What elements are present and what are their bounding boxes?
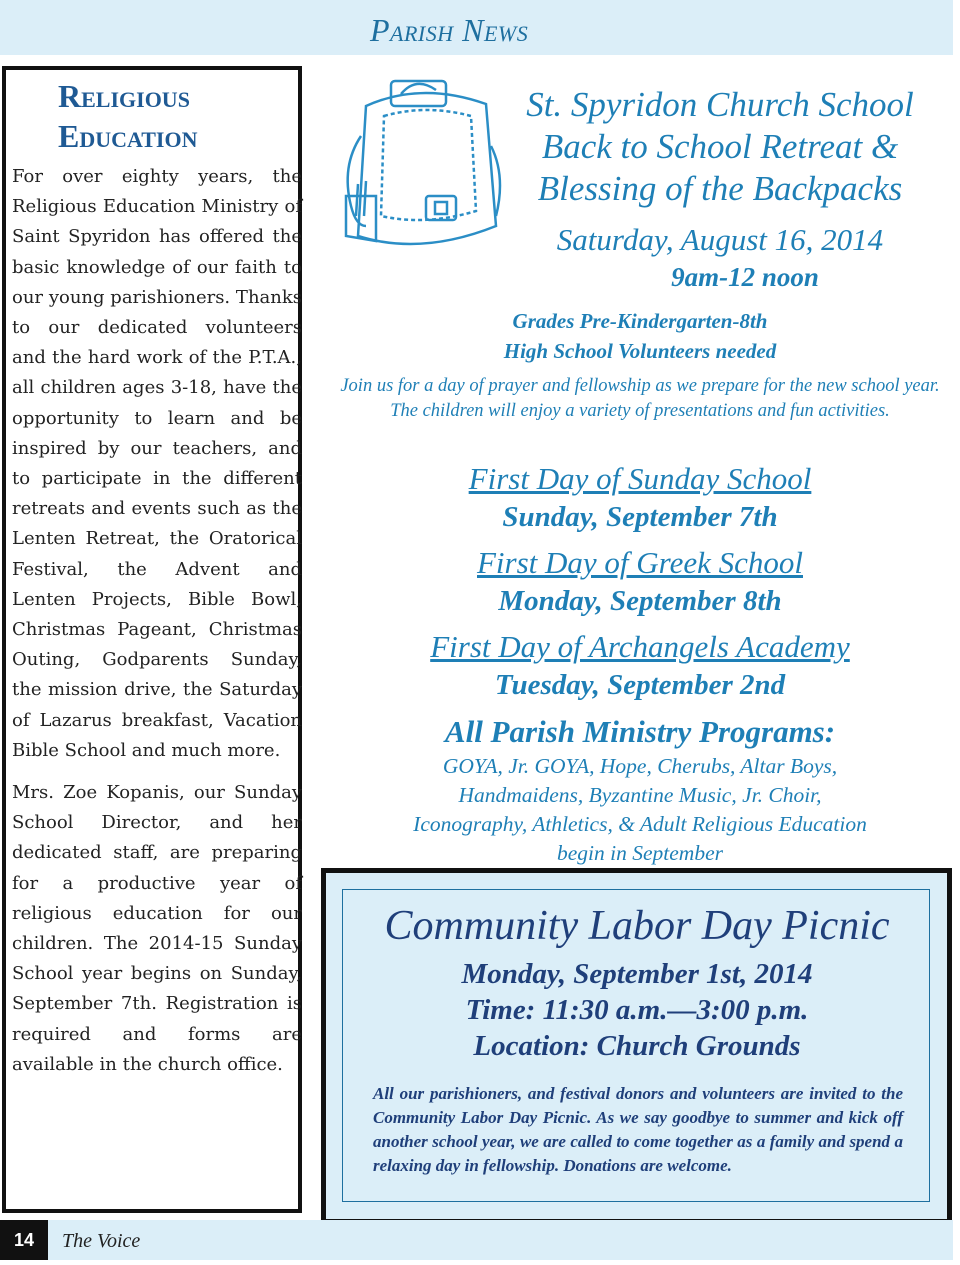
picnic-announcement [321, 868, 952, 1224]
publication-name: The Voice [62, 1230, 141, 1252]
first-day-title: First Day of Archangels Academy [430, 629, 850, 664]
picnic-inner-frame [342, 889, 930, 1202]
first-day-title: First Day of Greek School [477, 545, 803, 580]
retreat-description: Join us for a day of prayer and fellowship as we prepare for the new school year. The children will enjoy a variety of presentations and fun activities. [340, 376, 940, 421]
sidebar-title [58, 76, 278, 156]
ministry-list [330, 752, 950, 868]
ministry-line: begin in September [557, 841, 723, 865]
picnic-date: Monday, September 1st, 2014 [461, 958, 813, 990]
retreat-date: Saturday, August 16, 2014 [556, 222, 884, 257]
volunteers-line: High School Volunteers needed [503, 339, 777, 363]
retreat-grades [430, 306, 850, 366]
religious-education-sidebar [2, 66, 302, 1213]
picnic-title: Community Labor Day Picnic [384, 903, 890, 949]
sidebar-paragraph: For over eighty years, the Religious Education Ministry of Saint Spyridon has offered the basic knowledge of our faith to our young parishioners. Thanks to our dedicated volunteers and the hard work of the P.T.A., all children ages 3-18, have the opportunity to learn and be inspired by our teachers, and to participate in the different retreats and events such as the Lenten Retreat, the Oratorical Festival, the Advent and Lenten Projects, Bible Bowl, Christmas Pageant, Christmas Outing, Godparents Sunday, the mission drive, the Saturday of Lazarus breakfast, Vacation Bible School and much more. [12, 166, 302, 761]
grades-line: Grades Pre-Kindergarten-8th [512, 309, 768, 333]
first-day-title: First Day of Sunday School [468, 461, 812, 496]
first-day-item [330, 460, 950, 536]
sidebar-title-line1: Religious [58, 78, 190, 114]
picnic-description: All our parishioners, and festival donors and volunteers are invited to the Community Labor Day Picnic. As we say goodbye to summer and kick off another school year, we are called to come together as a family and spend a relaxing day in fellowship. Donations are welcome. [373, 1084, 903, 1175]
ministry-line: GOYA, Jr. GOYA, Hope, Cherubs, Altar Boys, [442, 754, 838, 778]
picnic-location: Location: Church Grounds [473, 1030, 801, 1062]
retreat-time: 9am-12 noon [671, 262, 819, 292]
backpack-icon [336, 76, 506, 261]
retreat-title-line: Blessing of the Backpacks [537, 169, 903, 208]
first-day-date: Monday, September 8th [498, 585, 782, 617]
first-day-item [330, 544, 950, 620]
retreat-title-line: St. Spyridon Church School [526, 85, 914, 124]
sidebar-body [12, 162, 302, 1092]
ministry-title: All Parish Ministry Programs: [444, 714, 836, 749]
picnic-time: Time: 11:30 a.m.—3:00 p.m. [465, 994, 809, 1026]
first-day-item [330, 628, 950, 704]
sidebar-paragraph: Mrs. Zoe Kopanis, our Sunday School Director, and her dedicated staff, are preparing for a productive year of religious education for our children. The 2014-15 Sunday School year begins on Sunday, September 7th. Registration is required and forms are available in the church office. [12, 782, 302, 1075]
retreat-title [500, 84, 940, 210]
first-days-list [330, 460, 950, 868]
section-title: Parish News [370, 12, 529, 48]
ministry-line: Handmaidens, Byzantine Music, Jr. Choir, [458, 783, 822, 807]
ministry-line: Iconography, Athletics, & Adult Religious Education [413, 812, 867, 836]
sidebar-title-line2: Education [58, 118, 198, 154]
page-number: 14 [0, 1220, 48, 1260]
retreat-title-line: Back to School Retreat & [541, 127, 899, 166]
footer-band [0, 1220, 953, 1260]
first-day-date: Tuesday, September 2nd [494, 669, 786, 701]
first-day-date: Sunday, September 7th [502, 501, 778, 533]
